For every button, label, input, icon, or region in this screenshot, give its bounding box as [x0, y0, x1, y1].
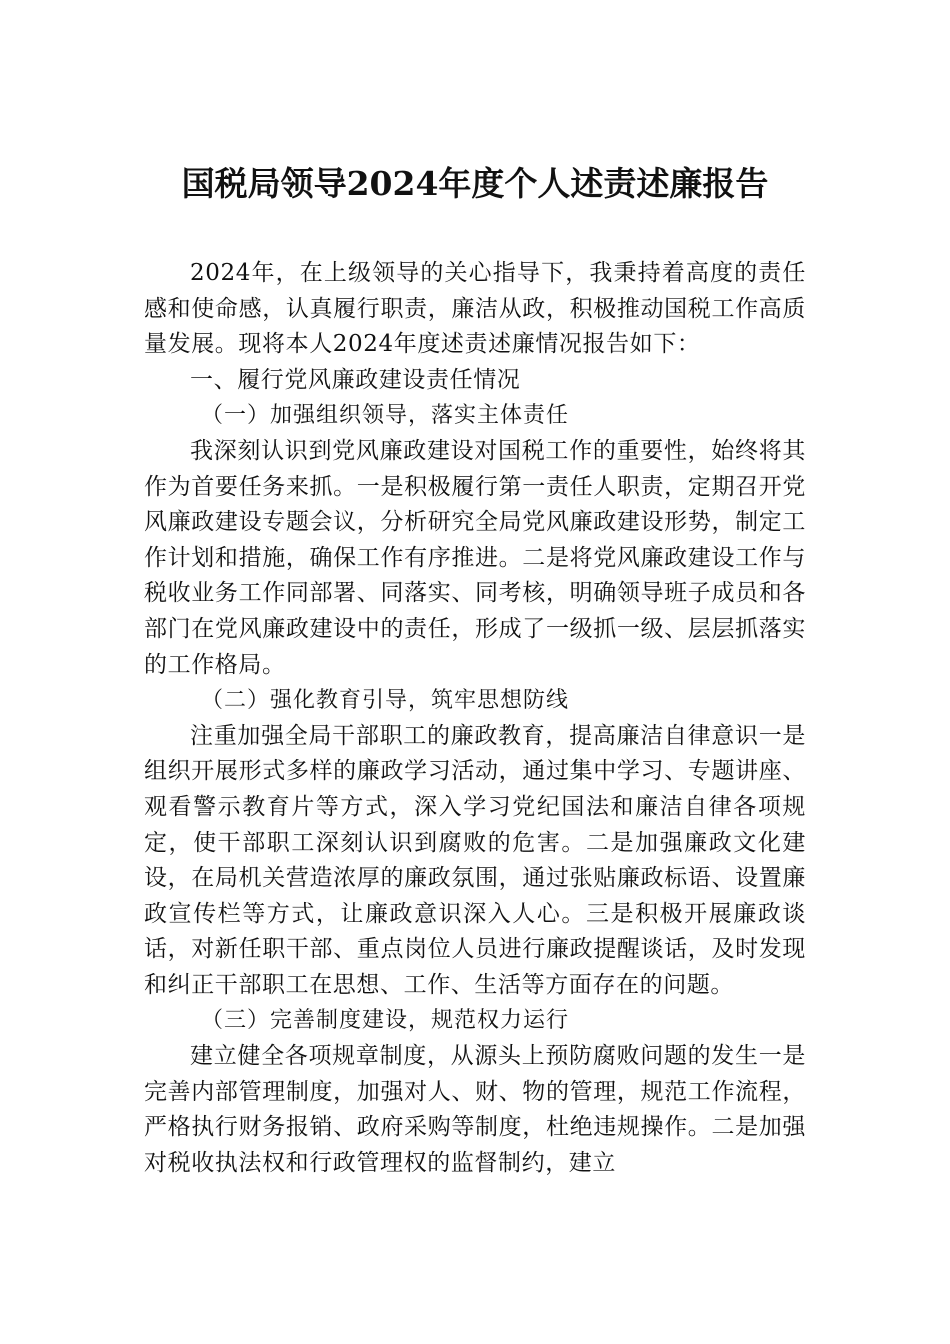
subsection-heading-2: （二）强化教育引导，筑牢思想防线	[201, 688, 570, 714]
intro-paragraph: 2024年，在上级领导的关心指导下，我秉持着高度的责任感和使命感，认真履行职责，廉洁从政，积极推动国税工作高质量发展。现将本人2024年度述责述廉情况报告如下：	[144, 260, 806, 358]
subsection-paragraph-1: 我深刻认识到党风廉政建设对国税工作的重要性，始终将其作为首要任务来抓。一是积极履行第一责任人职责，定期召开党风廉政建设专题会议，分析研究全局党风廉政建设形势，制定工作计划和措施，确保工作有序推进。二是将党风廉政建设工作与税收业务工作同部署、同落实、同考核，明确领导班子成员和各部门在党风廉政建设中的责任，形成了一级抓一级、层层抓落实的工作格局。	[144, 437, 806, 678]
subsection-paragraph-2: 注重加强全局干部职工的廉政教育，提高廉洁自律意识一是组织开展形式多样的廉政学习活动，通过集中学习、专题讲座、观看警示教育片等方式，深入学习党纪国法和廉洁自律各项规定，使干部职工深刻认识到腐败的危害。二是加强廉政文化建设，在局机关营造浓厚的廉政氛围，通过张贴廉政标语、设置廉政宣传栏等方式，让廉政意识深入人心。三是积极开展廉政谈话，对新任职干部、重点岗位人员进行廉政提醒谈话，及时发现和纠正干部职工在思想、工作、生活等方面存在的问题。	[144, 722, 806, 998]
subsection-heading-1: （一）加强组织领导，落实主体责任	[201, 403, 570, 429]
subsection-paragraph-3: 建立健全各项规章制度，从源头上预防腐败问题的发生一是完善内部管理制度，加强对人、财、物的管理，规范工作流程，严格执行财务报销、政府采购等制度，杜绝违规操作。二是加强对税收执法权和行政管理权的监督制约，建立	[144, 1043, 806, 1176]
section-heading-1: 一、履行党风廉政建设责任情况	[190, 366, 521, 393]
document-title: 国税局领导2024年度个人述责述廉报告	[181, 164, 769, 203]
document-body	[144, 256, 806, 1181]
subsection-heading-3: （三）完善制度建设，规范权力运行	[201, 1008, 570, 1034]
